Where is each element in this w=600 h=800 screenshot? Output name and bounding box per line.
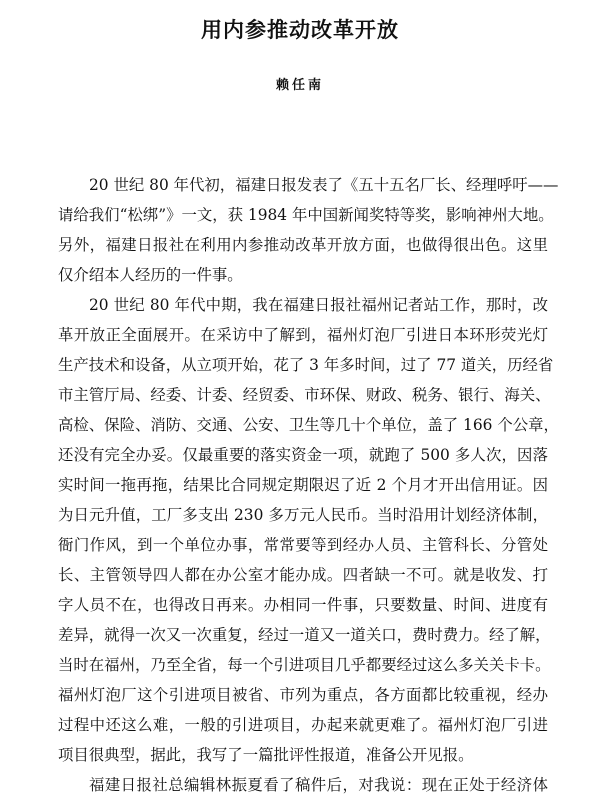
body-line: 革开放正全面展开。在采访中了解到，福州灯泡厂引进日本环形荧光灯 — [58, 326, 548, 344]
body-line: 项目很典型，据此，我写了一篇批评性报道，准备公开见报。 — [58, 746, 474, 764]
body-line: 过程中还这么难，一般的引进项目，办起来就更难了。福州灯泡厂引进 — [58, 716, 548, 734]
body-line: 福建日报社总编辑林振夏看了稿件后，对我说：现在正处于经济体 — [89, 776, 548, 794]
body-line: 实时间一拖再拖，结果比合同规定期限迟了近 2 个月才开出信用证。因 — [58, 476, 548, 494]
body-line: 还没有完全办妥。仅最重要的落实资金一项，就跑了 500 多人次，因落 — [58, 446, 548, 464]
body-line: 20 世纪 80 年代初，福建日报发表了《五十五名厂长、经理呼吁—— — [89, 176, 559, 194]
article-author: 赖任南 — [275, 78, 324, 93]
body-line: 生产技术和设备，从立项开始，花了 3 年多时间，过了 77 道关，历经省 — [58, 356, 554, 374]
body-line: 当时在福州，乃至全省，每一个引进项目几乎都要经过这么多关关卡卡。 — [58, 656, 551, 674]
body-line: 20 世纪 80 年代中期，我在福建日报社福州记者站工作，那时，改 — [89, 296, 548, 314]
body-line: 字人员不在，也得改日再来。办相同一件事，只要数量、时间、进度有 — [58, 596, 548, 614]
body-line: 为日元升值，工厂多支出 230 多万元人民币。当时沿用计划经济体制， — [58, 506, 548, 524]
body-line: 市主管厅局、经委、计委、经贸委、市环保、财政、税务、银行、海关、 — [58, 386, 551, 404]
body-line: 差异，就得一次又一次重复，经过一道又一道关口，费时费力。经了解， — [58, 626, 551, 644]
body-line: 衙门作风，到一个单位办事，常常要等到经办人员、主管科长、分管处 — [58, 536, 548, 554]
article-title: 用内参推动改革开放 — [201, 18, 399, 42]
body-line: 长、主管领导四人都在办公室才能办成。四者缺一不可。就是收发、打 — [58, 566, 548, 584]
body-line: 另外，福建日报社在利用内参推动改革开放方面，也做得很出色。这里 — [58, 236, 548, 254]
body-line: 仅介绍本人经历的一件事。 — [58, 266, 243, 284]
body-line: 福州灯泡厂这个引进项目被省、市列为重点，各方面都比较重视，经办 — [58, 686, 548, 704]
article-body — [58, 170, 559, 800]
body-line: 高检、保险、消防、交通、公安、卫生等几十个单位，盖了 166 个公章， — [58, 416, 559, 434]
body-line: 请给我们“松绑”》一文，获 1984 年中国新闻奖特等奖，影响神州大地。 — [58, 206, 554, 224]
